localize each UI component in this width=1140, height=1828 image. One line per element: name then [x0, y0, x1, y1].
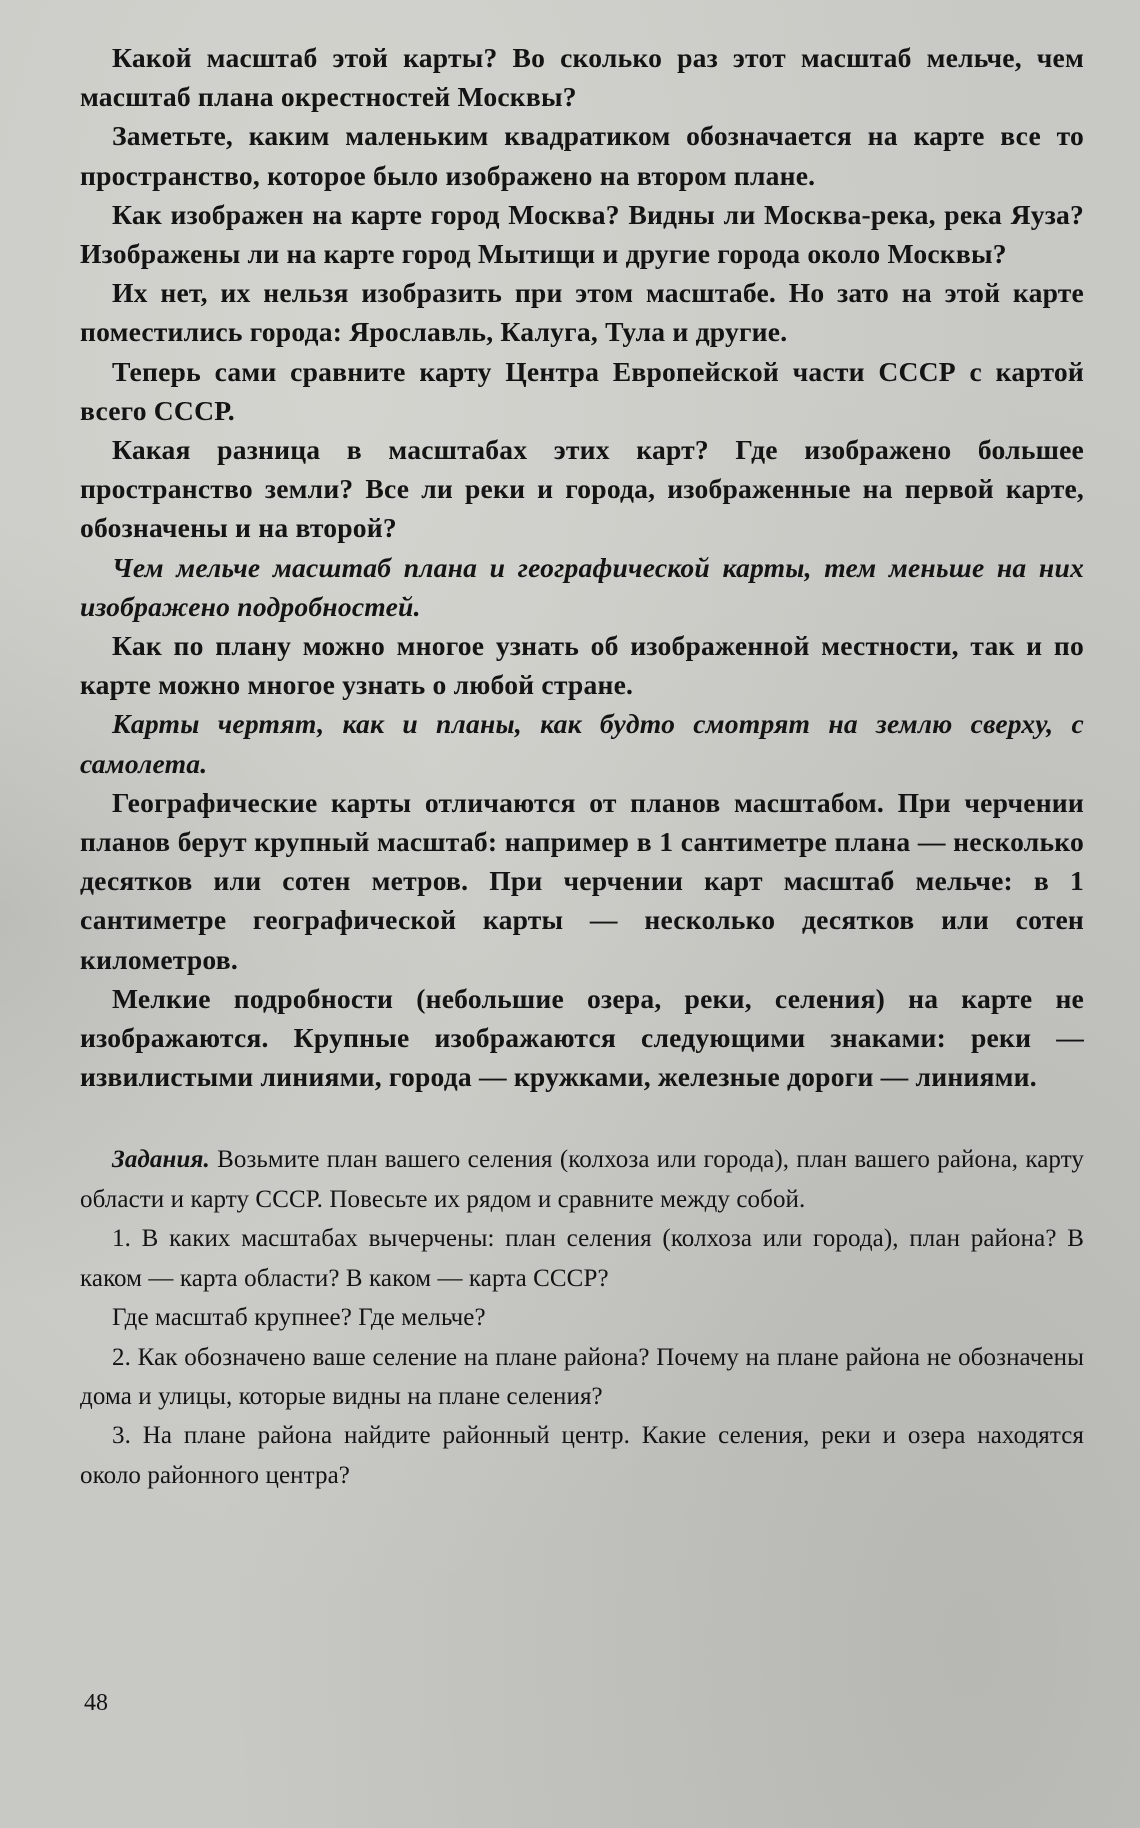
task-item: 3. На плане района найдите районный центр. Какие селения, реки и озера находятся около районного центра? — [80, 1422, 1084, 1489]
paragraph: Как по плану можно многое узнать об изображенной местности, так и по карте можно многое узнать о любой стране. — [80, 630, 1084, 701]
paragraph: Теперь сами сравните карту Центра Европейской части СССР с картой всего СССР. — [80, 355, 1084, 426]
paragraph: Географические карты отличаются от планов масштабом. При черчении планов берут крупный масштаб: например в 1 сантиметре плана — несколько десятков или сотен метров. При черчении карт масштаб мельче: в 1 сантиметре географической карты — несколько десятков или сотен километров. — [80, 786, 1084, 975]
paragraph: Заметьте, каким маленьким квадратиком обозначается на карте все то пространство, которое было изображено на втором плане. — [80, 120, 1084, 191]
page-number: 48 — [84, 1690, 108, 1716]
tasks-section — [80, 1140, 1084, 1495]
rule-italic: Карты чертят, как и планы, как будто смотрят на землю сверху, с самолета. — [80, 708, 1084, 779]
task-item: Где масштаб крупнее? Где мельче? — [112, 1304, 486, 1332]
paragraph: Их нет, их нельзя изобразить при этом масштабе. Но зато на этой карте поместились города: Ярославль, Калуга, Тула и другие. — [80, 277, 1084, 348]
main-text — [80, 38, 1084, 1096]
paragraph: Какая разница в масштабах этих карт? Где изображено большее пространство земли? Все ли реки и города, изображенные на первой карте, обозначены и на второй? — [80, 434, 1084, 544]
rule-italic: Чем мельче масштаб плана и географической карты, тем меньше на них изображено подробностей. — [80, 551, 1084, 622]
paragraph: Мелкие подробности (небольшие озера, реки, селения) на карте не изображаются. Крупные изображаются следующими знаками: реки — извилистыми линиями, города — кружками, железные дороги — линиями. — [80, 982, 1084, 1093]
tasks-intro-text: Возьмите план вашего селения (колхоза или города), план вашего района, карту области и карту СССР. Повесьте их рядом и сравните между собой. — [80, 1146, 1084, 1213]
paragraph: Как изображен на карте город Москва? Видны ли Москва-река, река Яуза? Изображены ли на карте город Мытищи и другие города около Москвы? — [80, 198, 1084, 270]
task-item: 2. Как обозначено ваше селение на плане района? Почему на плане района не обозначены дома и улицы, которые видны на плане селения? — [80, 1343, 1084, 1410]
tasks-label: Задания. — [112, 1146, 210, 1174]
tasks-intro — [80, 1140, 1084, 1219]
paragraph: Какой масштаб этой карты? Во сколько раз этот масштаб мельче, чем масштаб плана окрестностей Москвы? — [80, 42, 1084, 113]
task-item: 1. В каких масштабах вычерчены: план селения (колхоза или города), план района? В каком — карта области? В каком — карта СССР? — [80, 1225, 1084, 1292]
